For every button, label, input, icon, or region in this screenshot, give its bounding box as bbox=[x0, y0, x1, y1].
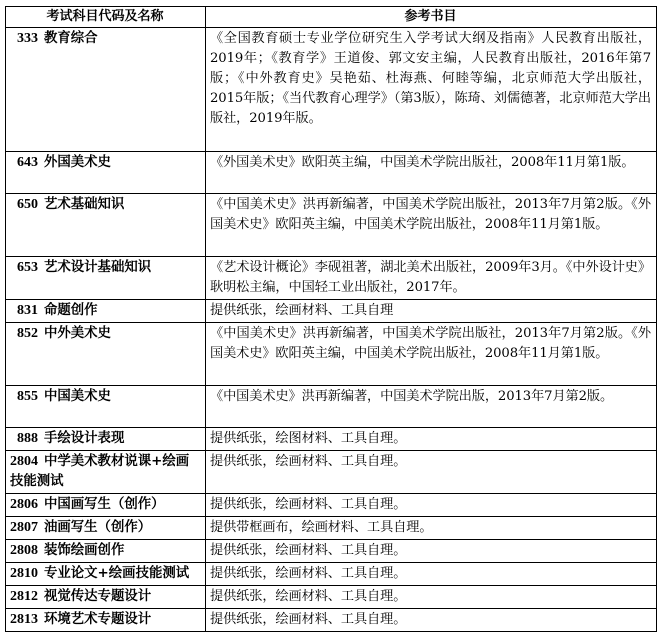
table-row bbox=[6, 323, 657, 386]
subject-cell bbox=[6, 563, 206, 586]
subject-code: 2804 bbox=[10, 454, 38, 469]
reference-cell: 提供带框画布，绘画材料、工具自理。 bbox=[206, 517, 657, 540]
table-row bbox=[6, 152, 657, 194]
subject-cell bbox=[6, 494, 206, 517]
subject-column-header: 考试科目代码及名称 bbox=[6, 7, 206, 28]
subject-name: 油画写生（创作） bbox=[44, 520, 152, 535]
reference-cell: 《外国美术史》欧阳英主编，中国美术学院出版社，2008年11月第1版。 bbox=[206, 152, 657, 194]
reference-column-header: 参考书目 bbox=[206, 7, 657, 28]
subject-code: 2810 bbox=[10, 566, 38, 581]
table-row bbox=[6, 609, 657, 632]
subject-name: 中学美术教材说课+绘画技能测试 bbox=[10, 454, 190, 489]
reference-cell: 《全国教育硕士专业学位研究生入学考试大纲及指南》人民教育出版社，2019年；《教育学》王道俊、郭文安主编，人民教育出版社，2016年第7版；《中外教育史》吴艳茹、杜海燕、何睦等编，北京师范大学出版社，2015年版；《当代教育心理学》（第3版），陈琦、刘儒德著，北京师范大学出版社，2019年版。 bbox=[206, 28, 657, 152]
table-row bbox=[6, 586, 657, 609]
subject-cell bbox=[6, 300, 206, 323]
reference-cell: 提供纸张，绘画材料、工具自理。 bbox=[206, 563, 657, 586]
table-row bbox=[6, 540, 657, 563]
subject-code: 855 bbox=[17, 389, 38, 404]
subject-code: 2807 bbox=[10, 520, 38, 535]
table-row bbox=[6, 563, 657, 586]
subject-cell bbox=[6, 609, 206, 632]
table-row bbox=[6, 28, 657, 152]
subject-code: 831 bbox=[17, 303, 38, 318]
table-row bbox=[6, 494, 657, 517]
subject-code: 888 bbox=[17, 431, 38, 446]
subject-name: 视觉传达专题设计 bbox=[44, 589, 152, 604]
subject-name: 教育综合 bbox=[44, 31, 98, 46]
subject-cell bbox=[6, 586, 206, 609]
subject-name: 命题创作 bbox=[44, 303, 98, 318]
subject-name: 艺术设计基础知识 bbox=[44, 260, 152, 275]
reference-cell: 《中国美术史》洪再新编著，中国美术学院出版社，2013年7月第2版。《外国美术史》欧阳英主编，中国美术学院出版社，2008年11月第1版。 bbox=[206, 323, 657, 386]
subject-cell bbox=[6, 386, 206, 428]
subject-code: 650 bbox=[17, 197, 38, 212]
table-row bbox=[6, 300, 657, 323]
subject-name: 专业论文+绘画技能测试 bbox=[44, 566, 190, 581]
subject-name: 装饰绘画创作 bbox=[44, 543, 125, 558]
subject-cell bbox=[6, 28, 206, 152]
subject-name: 中国美术史 bbox=[44, 389, 111, 404]
subject-cell bbox=[6, 323, 206, 386]
table-header-row bbox=[6, 7, 657, 28]
subject-code: 852 bbox=[17, 326, 38, 341]
subject-name: 中外美术史 bbox=[44, 326, 111, 341]
table-row bbox=[6, 428, 657, 451]
subject-code: 333 bbox=[17, 31, 38, 46]
reference-cell: 提供纸张，绘画材料、工具自理。 bbox=[206, 451, 657, 494]
subject-name: 环境艺术专题设计 bbox=[44, 612, 152, 627]
reference-cell: 《中国美术史》洪再新编著，中国美术学院出版，2013年7月第2版。 bbox=[206, 386, 657, 428]
table-row bbox=[6, 257, 657, 300]
subject-cell bbox=[6, 517, 206, 540]
reference-cell: 提供纸张，绘画材料、工具自理。 bbox=[206, 586, 657, 609]
subject-code: 643 bbox=[17, 155, 38, 170]
subject-code: 2813 bbox=[10, 612, 38, 627]
reference-cell: 提供纸张，绘画材料、工具自理 bbox=[206, 300, 657, 323]
subject-code: 2808 bbox=[10, 543, 38, 558]
subject-code: 2812 bbox=[10, 589, 38, 604]
subject-cell bbox=[6, 540, 206, 563]
exam-reference-table bbox=[5, 6, 657, 632]
table-row bbox=[6, 451, 657, 494]
subject-cell bbox=[6, 152, 206, 194]
subject-name: 艺术基础知识 bbox=[44, 197, 125, 212]
subject-code: 653 bbox=[17, 260, 38, 275]
subject-cell bbox=[6, 428, 206, 451]
reference-cell: 《艺术设计概论》李砚祖著，湖北美术出版社，2009年3月。《中外设计史》耿明松主编，中国轻工业出版社，2017年。 bbox=[206, 257, 657, 300]
subject-name: 手绘设计表现 bbox=[44, 431, 125, 446]
reference-cell: 《中国美术史》洪再新编著，中国美术学院出版社，2013年7月第2版。《外国美术史》欧阳英主编，中国美术学院出版社，2008年11月第1版。 bbox=[206, 194, 657, 257]
subject-name: 外国美术史 bbox=[44, 155, 111, 170]
subject-name: 中国画写生（创作） bbox=[44, 497, 165, 512]
reference-cell: 提供纸张，绘画材料、工具自理。 bbox=[206, 540, 657, 563]
subject-cell bbox=[6, 257, 206, 300]
table-row bbox=[6, 194, 657, 257]
reference-cell: 提供纸张，绘画材料、工具自理。 bbox=[206, 609, 657, 632]
subject-cell bbox=[6, 451, 206, 494]
subject-code: 2806 bbox=[10, 497, 38, 512]
table-row bbox=[6, 386, 657, 428]
table-row bbox=[6, 517, 657, 540]
reference-cell: 提供纸张，绘图材料、工具自理。 bbox=[206, 428, 657, 451]
reference-cell: 提供纸张，绘画材料、工具自理。 bbox=[206, 494, 657, 517]
subject-cell bbox=[6, 194, 206, 257]
